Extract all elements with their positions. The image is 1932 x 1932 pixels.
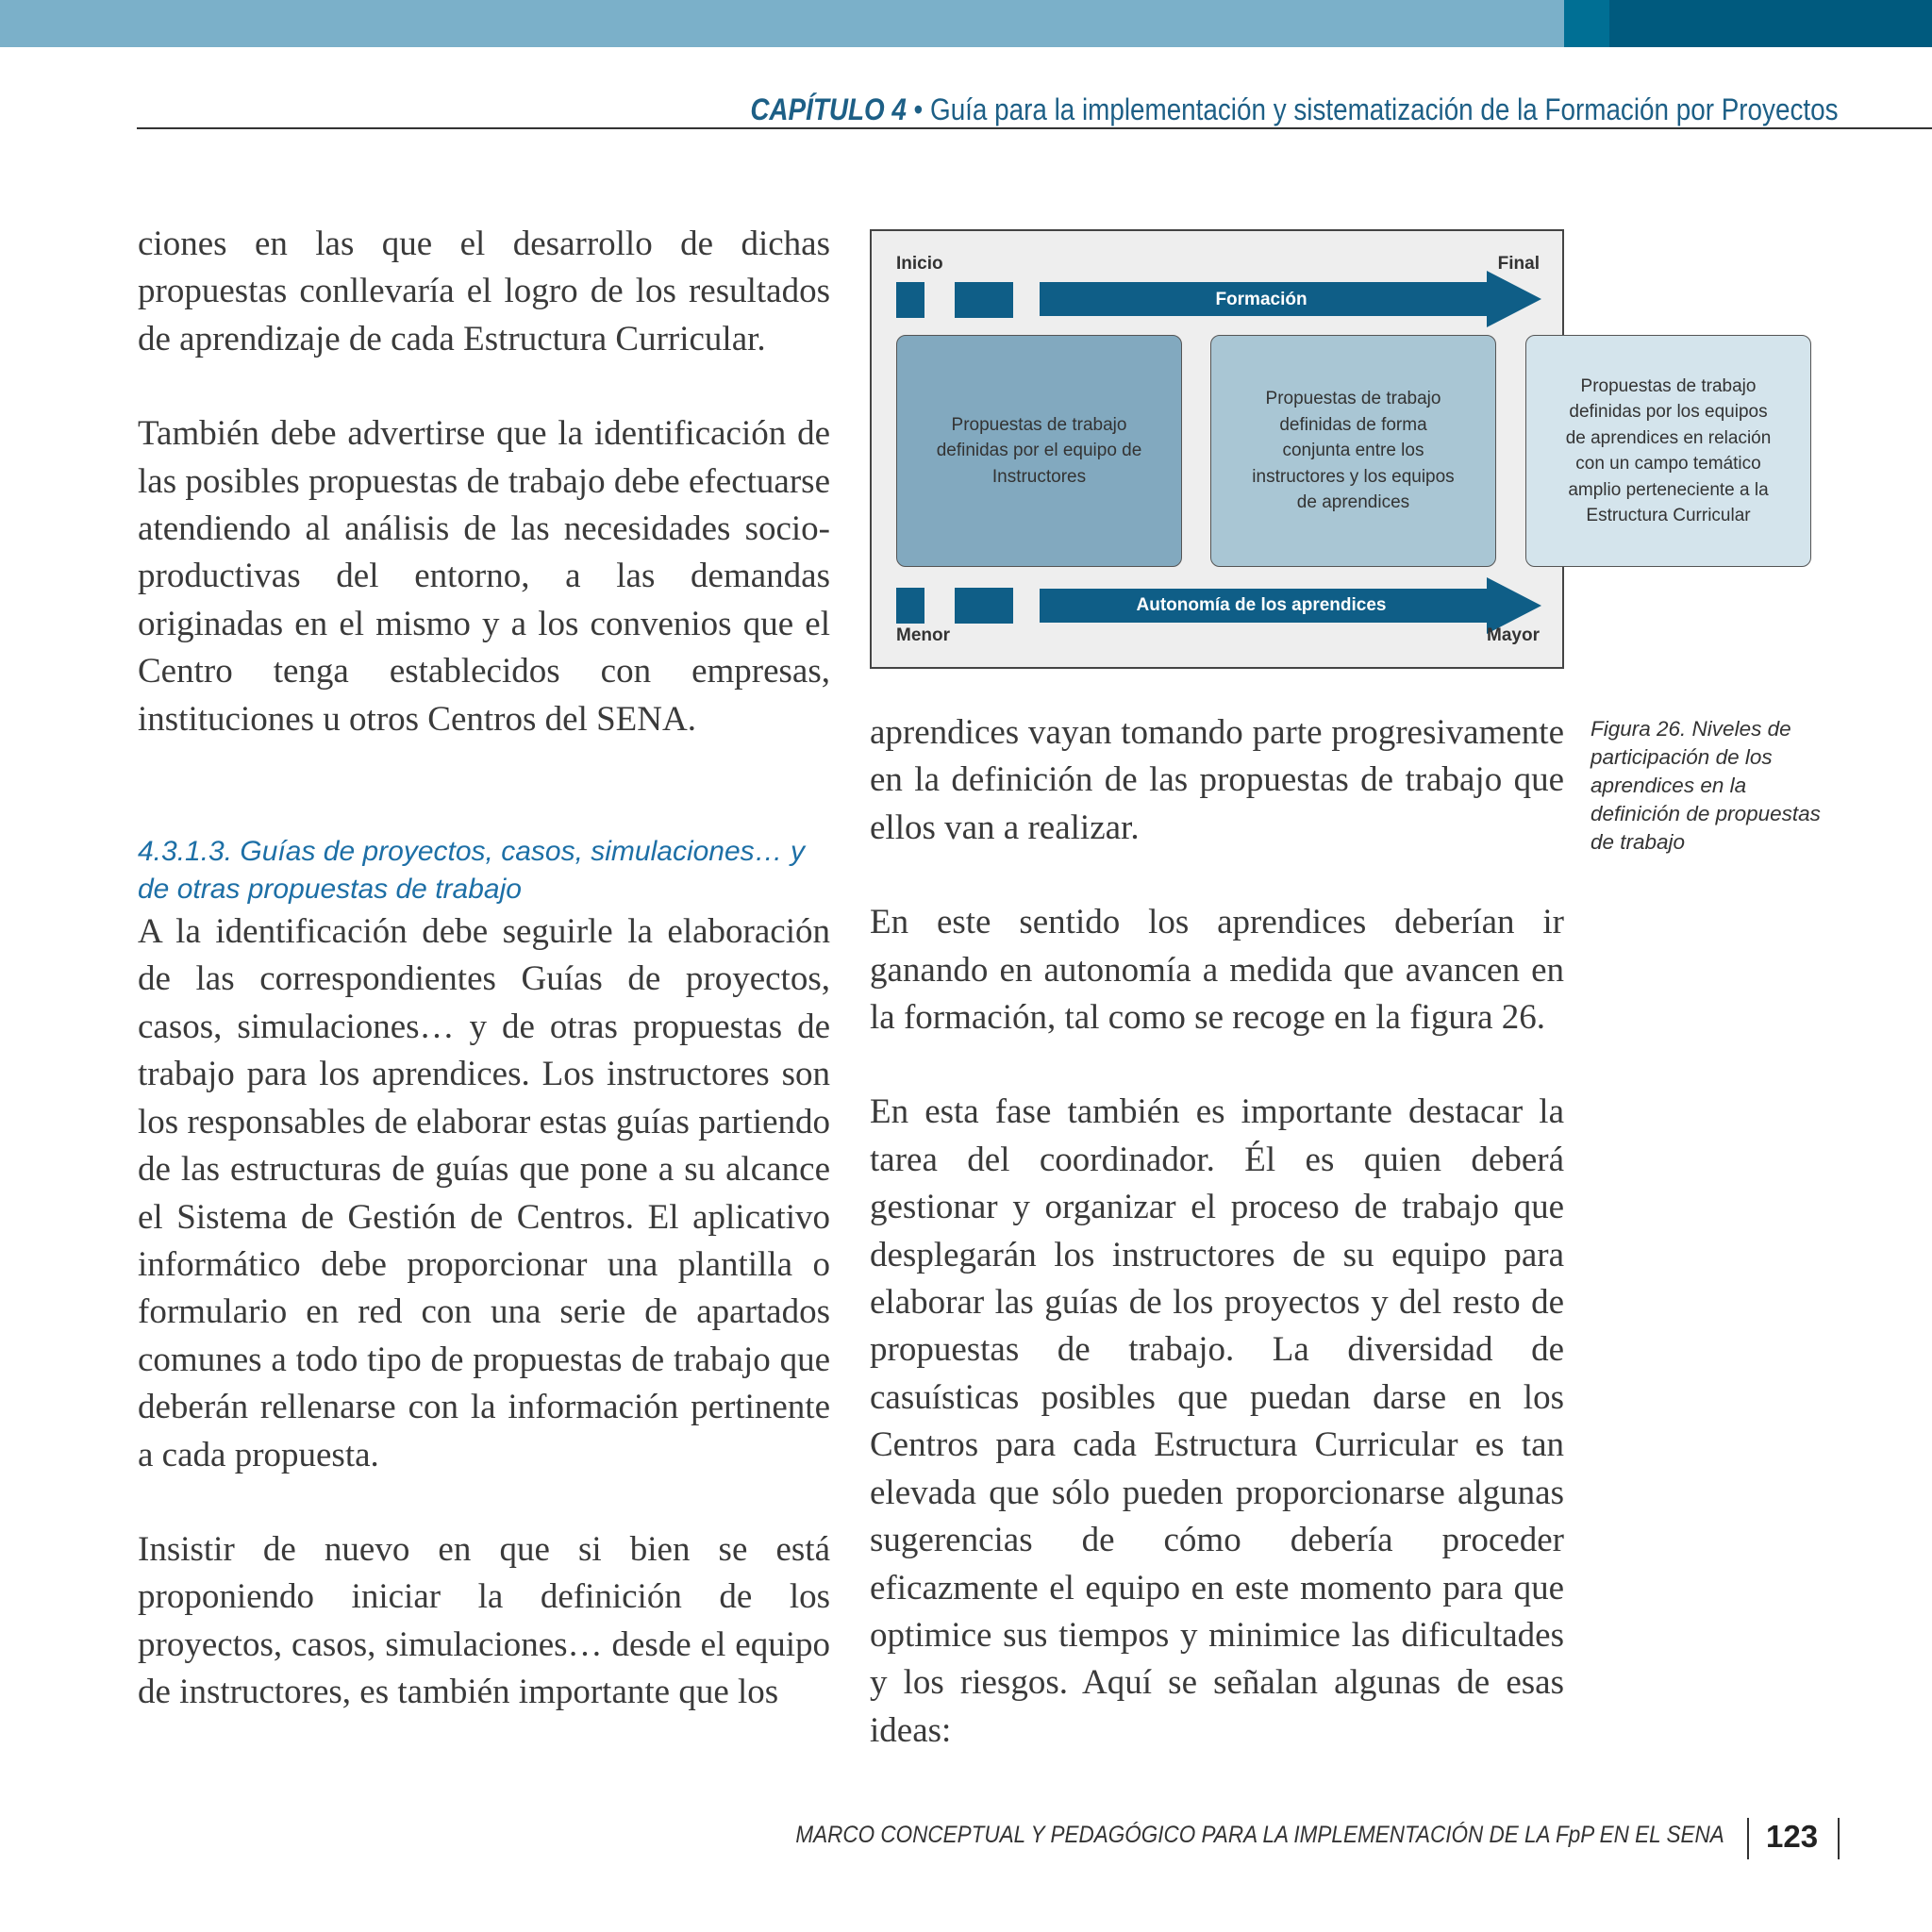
paragraph: Insistir de nuevo en que si bien se está proponiendo iniciar la definición de los proyectos, casos, simulaciones… desde el equipo de instructores, es también importante que los [138,1529,830,1712]
box-apprentices: Propuestas de trabajo definidas por los equipos de aprendices en relación con un campo temático amplio perteneciente a la Estructura Curricular [1525,335,1811,567]
step-square [896,282,924,318]
section-subheading: 4.3.1.3. Guías de proyectos, casos, simulaciones… y de otras propuestas de trabajo [138,836,806,906]
box-instructors: Propuestas de trabajo definidas por el equipo de Instructores [896,335,1182,567]
header-rule [137,127,1932,129]
footer-title: MARCO CONCEPTUAL Y PEDAGÓGICO PARA LA IMPLEMENTACIÓN DE LA FpP EN EL SENA [795,1822,1724,1848]
box-joint: Propuestas de trabajo definidas de forma conjunta entre los instructores y los equipos de aprendices [1210,335,1496,567]
footer-rule-right [1838,1818,1840,1859]
autonomia-arrow-label: Autonomía de los aprendices [1136,595,1387,615]
paragraph: A la identificación debe seguirle la elaboración de las correspondientes Guías de proyectos, casos, simulaciones… y de otras propuestas de trabajo para los aprendices. Los instructores son los responsables de elaborar estas guías partiendo de las estructuras de guías que pone a su alcance el Sistema de Gestión de Centros. El aplicativo informático debe proporcionar una plantilla o formulario en red con una serie de apartados comunes a todo tipo de propuestas de trabajo que deberán rellenarse con la información pertinente a cada propuesta. [138,912,830,1474]
step-rectangle [955,588,1013,624]
right-column [870,709,1564,1755]
paragraph: ciones en las que el desarrollo de dichas propuestas conllevaría el logro de los resultados de aprendizaje de cada Estructura Curricular. [138,225,830,358]
high-label: Mayor [1487,625,1540,645]
footer-rule-left [1747,1818,1749,1859]
figure-caption: Figura 26. Niveles de participación de los aprendices en la definición de propuestas de trabajo [1591,717,1821,854]
header-separator: • [906,92,930,126]
page-number: 123 [1766,1819,1819,1854]
figure-26-diagram [870,229,1772,669]
step-rectangle [955,282,1013,318]
start-label: Inicio [896,254,943,274]
paragraph: También debe advertirse que la identificación de las posibles propuestas de trabajo debe efectuarse atendiendo al análisis de las necesidades socio-productivas del entorno, a las demandas originadas en el mismo y a los convenios que el Centro tenga establecidos con empresas, instituciones u otros Centros del SENA. [138,414,830,739]
top-color-band [0,0,1932,47]
running-header [750,92,1838,127]
low-label: Menor [896,625,950,645]
top-band-accent [1564,0,1609,47]
formacion-arrow-label: Formación [1215,290,1307,309]
paragraph: En este sentido los aprendices deberían ir ganando en autonomía a medida que avancen en la formación, tal como se recoge en la figura 26. [870,903,1564,1038]
step-square [896,588,924,624]
paragraph: aprendices vayan tomando parte progresivamente en la definición de las propuestas de trabajo que ellos van a realizar. [870,713,1564,847]
paragraph: En esta fase también es importante destacar la tarea del coordinador. Él es quien deberá gestionar y organizar el proceso de trabajo que desplegarán los instructores de su equipo para elaborar las guías de los proyectos y del resto de propuestas de trabajo. La diversidad de casuísticas posibles que puedan darse en los Centros para cada Estructura Curricular es tan elevada que sólo pueden proporcionarse algunas sugerencias de cómo debería proceder eficazmente el equipo en este momento para que optimice sus tiempos y minimice las dificultades y los riesgos. Aquí se señalan algunas de esas ideas: [870,1092,1564,1750]
left-column [138,221,830,1717]
header-title: Guía para la implementación y sistematización de la Formación por Proyectos [929,92,1838,126]
chapter-label: CAPÍTULO 4 [749,92,907,126]
top-band-accent-dark [1609,0,1932,47]
end-label: Final [1497,254,1540,274]
